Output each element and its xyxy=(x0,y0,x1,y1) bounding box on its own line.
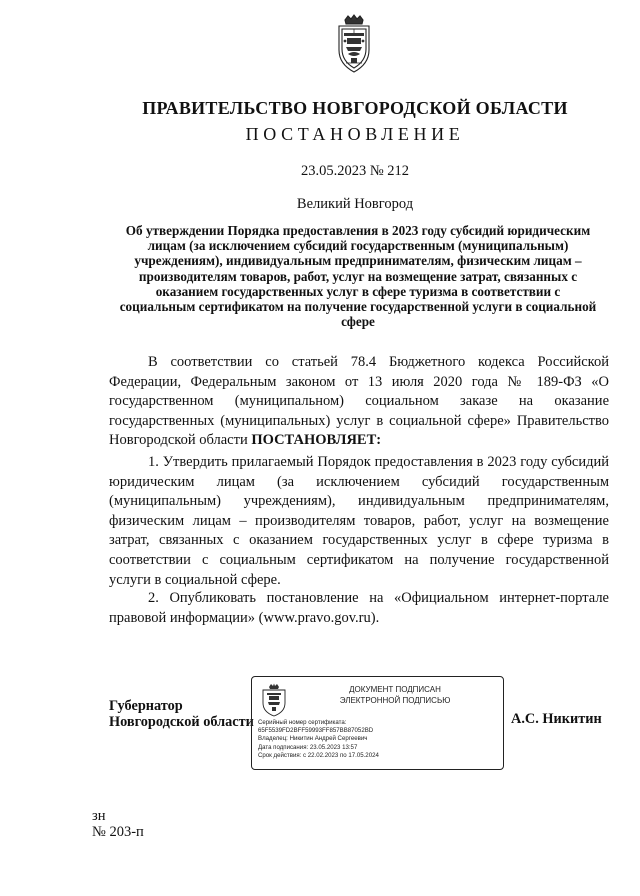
decree-word: ПОСТАНОВЛЯЕТ: xyxy=(251,432,382,449)
e-signature-details xyxy=(258,719,379,760)
certificate-number: 65F5539FD2BFF59993FF857BB87052BD xyxy=(258,727,374,735)
document-footer xyxy=(92,808,144,840)
coat-of-arms-icon xyxy=(260,683,288,717)
document-title: Об утверждении Порядка предоставления в 2023 году субсидий юридическим лицам (за исключением субсидий государственным (муниципальным) учреждениям), индивидуальным предпринимателям, физическим лицам – производителям товаров, работ, услуг на возмещение затрат, связанных с оказанием государственных услуг в сфере туризма в соответствии с социальным сертификатом на получение государственной услуги в социальной сфере xyxy=(119,223,597,330)
e-signature-heading xyxy=(300,685,490,706)
certificate-owner: Владелец: Никитин Андрей Сергеевич xyxy=(258,735,368,743)
signatory-name: А.С. Никитин xyxy=(511,711,602,727)
e-signature-title-line2: ЭЛЕКТРОННОЙ ПОДПИСЬЮ xyxy=(339,695,451,705)
item-1-paragraph: 1. Утвердить прилагаемый Порядок предоставления в 2023 году субсидий юридическим лицам (за исключением субсидий государственным (муниципальным) учреждениям), индивидуальным предпринимателям, физическим лицам – производителям товаров, работ, услуг на возмещение затрат, связанных с оказанием государственных услуг в сфере туризма в соответствии с социальным сертификатом на получение государственной услуги в социальной сфере. xyxy=(109,454,609,588)
internal-reference: № 203-п xyxy=(92,824,144,840)
document-date-number: 23.05.2023 № 212 xyxy=(300,163,410,179)
e-signature-title-line1: ДОКУМЕНТ ПОДПИСАН xyxy=(349,685,441,694)
signatory-position-line1: Губернатор xyxy=(109,698,183,714)
signatory-position-line2: Новгородской области xyxy=(109,714,254,730)
executor-initials: зн xyxy=(92,808,106,824)
item-2-paragraph: 2. Опубликовать постановление на «Официальном интернет-портале правовой информации» (www.pravo.gov.ru). xyxy=(109,590,609,626)
signatory-position xyxy=(109,698,254,730)
document-type: ПОСТАНОВЛЕНИЕ xyxy=(245,124,465,144)
certificate-label: Серийный номер сертификата: xyxy=(258,719,347,726)
certificate-validity: Срок действия: с 22.02.2023 по 17.05.2024 xyxy=(258,751,379,759)
electronic-signature-stamp xyxy=(251,676,504,770)
document-city: Великий Новгород xyxy=(296,196,414,212)
preamble-text: В соответствии со статьей 78.4 Бюджетного кодекса Российской Федерации, Федеральным законом от 13 июля 2020 года № 189-ФЗ «О государственном (муниципальном) социальном заказе на оказание государственных (муниципальных) услуг в социальной сфере» Правительство Новгородской области xyxy=(109,354,609,449)
coat-of-arms-icon xyxy=(333,14,375,76)
signing-date: Дата подписания: 23.05.2023 13:57 xyxy=(258,743,358,751)
issuing-authority: ПРАВИТЕЛЬСТВО НОВГОРОДСКОЙ ОБЛАСТИ xyxy=(142,98,568,118)
preamble-paragraph xyxy=(109,353,609,451)
